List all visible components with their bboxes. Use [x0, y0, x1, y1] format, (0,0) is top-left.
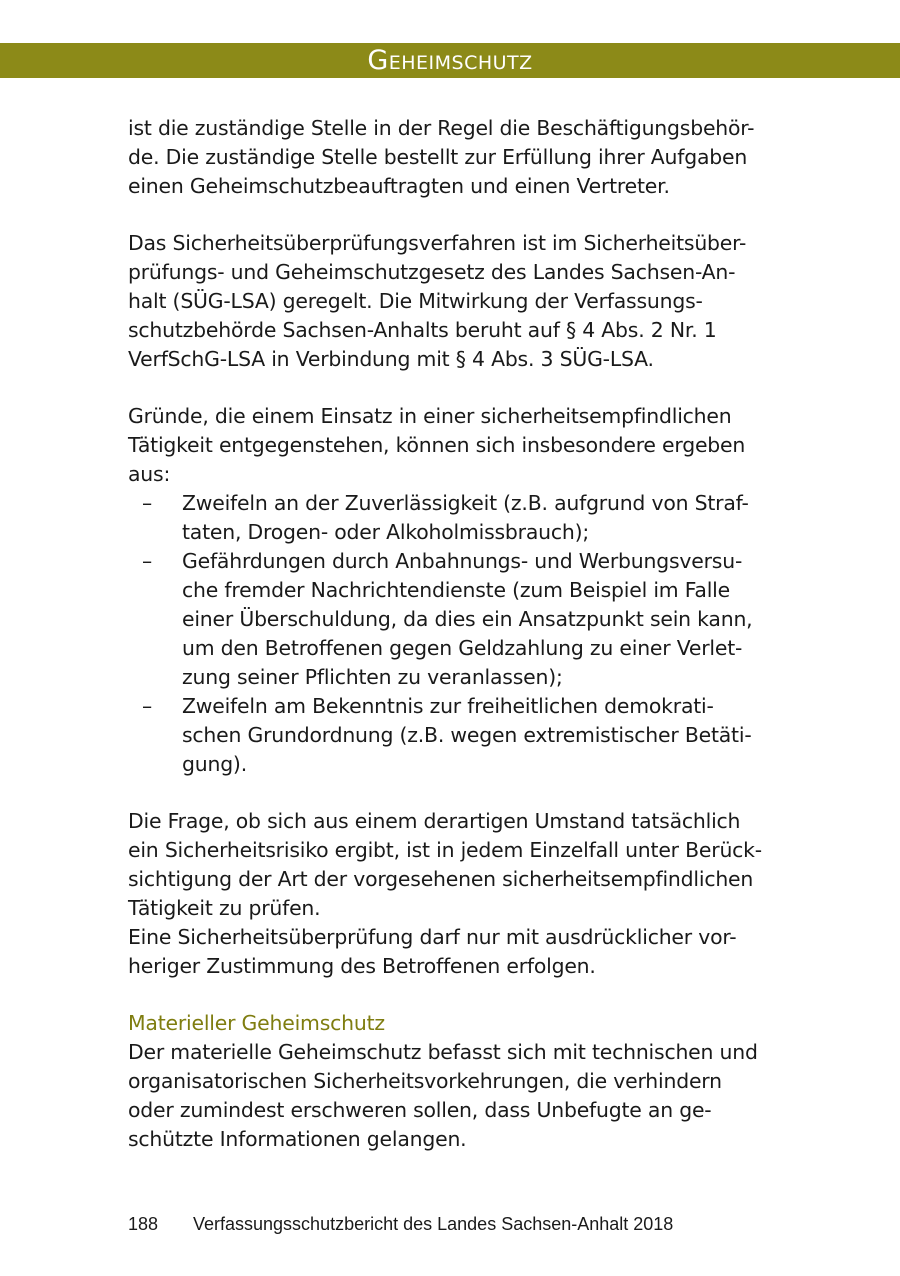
text-line: einen Geheimschutzbeauftragten und einen Vertreter. [128, 174, 670, 198]
paragraph-4 [128, 807, 788, 981]
dash-bullet: – [142, 491, 152, 515]
paragraph-3 [128, 402, 788, 779]
text-line: de. Die zuständige Stelle bestellt zur Erfüllung ihrer Aufgaben [128, 145, 748, 169]
text-line: Die Frage, ob sich aus einem derartigen Umstand tatsächlich [128, 809, 741, 833]
text-line: sichtigung der Art der vorgesehenen sicherheitsempfindlichen [128, 867, 754, 891]
paragraph-2 [128, 229, 788, 374]
text-line: halt (SÜG-LSA) geregelt. Die Mitwirkung der Verfassungs- [128, 289, 703, 313]
text-line: Gefährdungen durch Anbahnungs- und Werbungsversu- [182, 549, 743, 573]
page-content [128, 114, 788, 1154]
text-line: organisatorischen Sicherheitsvorkehrungen, die verhindern [128, 1069, 722, 1093]
section-title: Geheimschutz [367, 45, 533, 76]
text-line: VerfSchG-LSA in Verbindung mit § 4 Abs. 3 SÜG-LSA. [128, 347, 654, 371]
text-line: ein Sicherheitsrisiko ergibt, ist in jedem Einzelfall unter Berück- [128, 838, 762, 862]
text-line: schutzbehörde Sachsen-Anhalts beruht auf § 4 Abs. 2 Nr. 1 [128, 318, 717, 342]
page-number: 188 [128, 1214, 159, 1234]
text-line: schen Grundordnung (z.B. wegen extremistischer Betäti- [182, 723, 752, 747]
text-line: zung seiner Pflichten zu veranlassen); [182, 665, 563, 689]
text-line: Tätigkeit zu prüfen. [128, 896, 321, 920]
text-line: um den Betroffenen gegen Geldzahlung zu einer Verlet- [182, 636, 743, 660]
text-line: Eine Sicherheitsüberprüfung darf nur mit ausdrücklicher vor- [128, 925, 737, 949]
text-line: einer Überschuldung, da dies ein Ansatzpunkt sein kann, [182, 607, 753, 631]
text-line: Tätigkeit entgegenstehen, können sich insbesondere ergeben [128, 433, 746, 457]
text-line: gung). [182, 752, 247, 776]
text-line: ist die zuständige Stelle in der Regel die Beschäftigungsbehör- [128, 116, 755, 140]
publication-title: Verfassungsschutzbericht des Landes Sachsen-Anhalt 2018 [193, 1214, 674, 1234]
text-line: Der materielle Geheimschutz befasst sich mit technischen und [128, 1040, 758, 1064]
text-line: schützte Informationen gelangen. [128, 1127, 467, 1151]
dash-bullet: – [142, 694, 152, 718]
list-item [128, 547, 788, 692]
text-line: che fremder Nachrichtendienste (zum Beispiel im Falle [182, 578, 730, 602]
subheading: Materieller Geheimschutz [128, 1011, 385, 1035]
header-bar [0, 43, 900, 78]
text-line: taten, Drogen- oder Alkoholmissbrauch); [182, 520, 590, 544]
list-item [128, 489, 788, 547]
paragraph-5 [128, 1038, 788, 1154]
paragraph-1 [128, 114, 788, 201]
dash-bullet: – [142, 549, 152, 573]
text-line: prüfungs- und Geheimschutzgesetz des Landes Sachsen-An- [128, 260, 736, 284]
text-line: Zweifeln an der Zuverlässigkeit (z.B. aufgrund von Straf- [182, 491, 749, 515]
text-line: Das Sicherheitsüberprüfungsverfahren ist im Sicherheitsüber- [128, 231, 747, 255]
text-line: aus: [128, 462, 171, 486]
text-line: oder zumindest erschweren sollen, dass Unbefugte an ge- [128, 1098, 712, 1122]
text-line: Gründe, die einem Einsatz in einer sicherheitsempfindlichen [128, 404, 732, 428]
list-item [128, 692, 788, 779]
page-footer [128, 1214, 673, 1235]
text-line: Zweifeln am Bekenntnis zur freiheitlichen demokrati- [182, 694, 714, 718]
text-line: heriger Zustimmung des Betroffenen erfolgen. [128, 954, 596, 978]
